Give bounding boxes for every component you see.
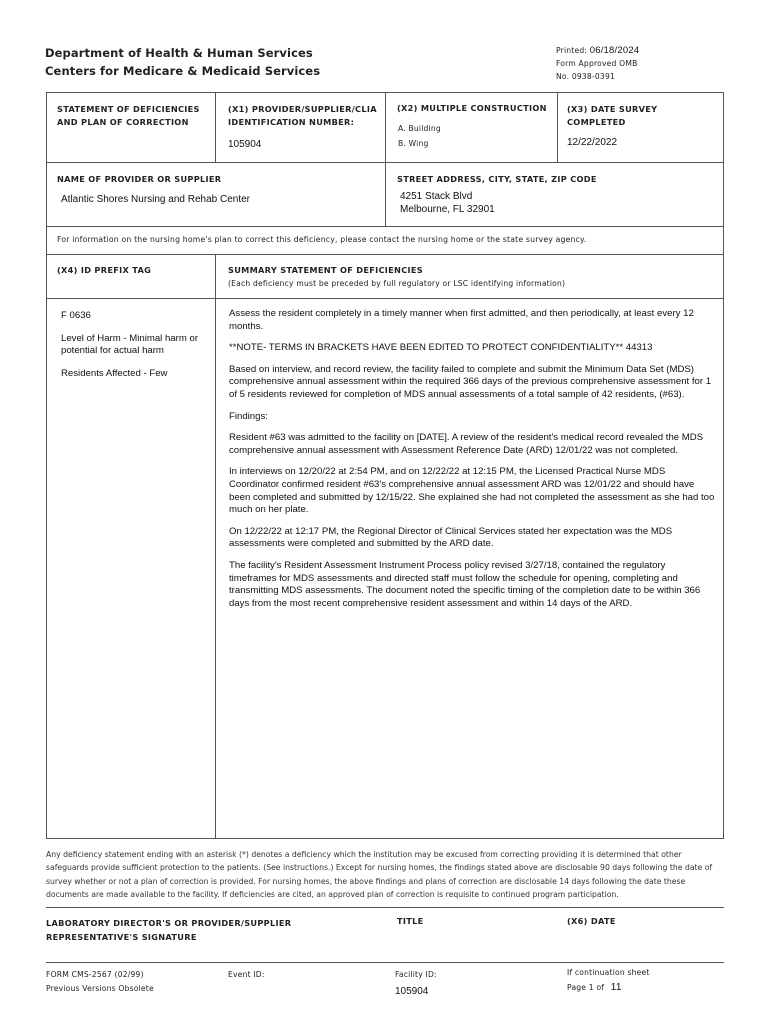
- address-line2: Melbourne, FL 32901: [400, 204, 495, 215]
- address-line1: 4251 Stack Blvd: [400, 191, 473, 202]
- provider-label: NAME OF PROVIDER OR SUPPLIER: [57, 174, 222, 184]
- printed-date: 06/18/2024: [589, 45, 640, 56]
- frame-bottom: [46, 838, 724, 839]
- form-approved: Form Approved OMB: [556, 59, 638, 68]
- frame-right: [723, 92, 724, 838]
- x1-value: 105904: [228, 139, 262, 150]
- event-id-label: Event ID:: [228, 970, 265, 979]
- x3-label: (X3) DATE SURVEY COMPLETED: [567, 104, 658, 127]
- printed-line: [556, 45, 639, 56]
- statement-paragraph: **NOTE- TERMS IN BRACKETS HAVE BEEN EDITED TO PROTECT CONFIDENTIALITY** 44313: [229, 342, 653, 354]
- signature-bottom: [46, 962, 724, 963]
- previous-versions: Previous Versions Obsolete: [46, 984, 154, 993]
- page-label: Page 1 of: [567, 983, 605, 992]
- page-total: 11: [610, 982, 622, 993]
- frame-left: [46, 92, 47, 838]
- statement-paragraph: On 12/22/22 at 12:17 PM, the Regional Director of Clinical Services stated her expectation was the MDS assessments were completed and submitted by the ARD date.: [229, 525, 673, 550]
- provider-name: Atlantic Shores Nursing and Rehab Center: [61, 194, 250, 205]
- disclosure-footnote: Any deficiency statement ending with an asterisk (*) denotes a deficiency which the institution may be excused from correcting providing it is determined that other safeguards provide sufficient protection to the patients. (See instructions.) Except for nursing homes, the findings stated above are disclosable 90 days following the date of survey whether or not a plan of correction is provided. For nursing homes, the above findings and plans of correction are disclosable 14 days following the date these documents are made available to the facility. If deficiencies are cited, an approved plan of correction is requisite to continued program participation.: [46, 850, 713, 899]
- deficiency-tag: F 0636: [61, 310, 91, 321]
- signature-top: [46, 907, 724, 908]
- x2-label: (X2) MULTIPLE CONSTRUCTION: [397, 103, 547, 113]
- residents-affected: Residents Affected - Few: [61, 367, 168, 379]
- centers-name: Centers for Medicare & Medicaid Services: [45, 64, 321, 78]
- printed-label: Printed:: [556, 46, 588, 55]
- info-bottom: [46, 254, 724, 255]
- page-indicator: [567, 982, 622, 993]
- facility-id-label: Facility ID:: [395, 970, 437, 979]
- x3-value: 12/22/2022: [567, 137, 618, 148]
- deficiency-statement: [229, 308, 715, 619]
- level-of-harm: Level of Harm - Minimal harm or potential for actual harm: [61, 332, 199, 357]
- row2-bottom: [46, 226, 724, 227]
- row3-div: [215, 254, 216, 838]
- form-number: FORM CMS-2567 (02/99): [46, 970, 144, 979]
- statement-paragraph: Assess the resident completely in a timely manner when first admitted, and then periodically, at least every 12 months.: [229, 308, 694, 332]
- statement-paragraph: In interviews on 12/20/22 at 2:54 PM, and on 12/22/22 at 12:15 PM, the Licensed Practical Nurse MDS Coordinator confirmed resident #63's comprehensive annual assessment ARD was 12/01/22 and should have been completed and submitted by 12/15/22. She explained she had not completed the assessment as she had too much on her plate.: [229, 466, 715, 516]
- continuation-sheet: If continuation sheet: [567, 968, 650, 977]
- statement-paragraph: Findings:: [229, 410, 268, 422]
- summary-sub: (Each deficiency must be preceded by full regulatory or LSC identifying information): [228, 279, 566, 288]
- deficiency-tag-column: [61, 310, 211, 389]
- statement-label: STATEMENT OF DEFICIENCIES AND PLAN OF CORRECTION: [57, 104, 200, 127]
- row1-div-2: [385, 92, 386, 162]
- row1-div-3: [557, 92, 558, 162]
- row2-div: [385, 162, 386, 226]
- row1-div-1: [215, 92, 216, 162]
- title-label: TITLE: [397, 916, 424, 926]
- x4-label: (X4) ID PREFIX TAG: [57, 265, 152, 275]
- address-label: STREET ADDRESS, CITY, STATE, ZIP CODE: [397, 174, 597, 184]
- x2-building: A. Building: [398, 124, 441, 133]
- omb-number: No. 0938-0391: [556, 72, 616, 81]
- x2-wing: B. Wing: [398, 139, 429, 148]
- facility-id-value: 105904: [395, 986, 429, 997]
- summary-label: SUMMARY STATEMENT OF DEFICIENCIES: [228, 265, 423, 275]
- statement-paragraph: Resident #63 was admitted to the facility on [DATE]. A review of the resident's medical record revealed the MDS comprehensive annual assessment with Assessment Reference Date (ARD) 12/01/22 was not completed.: [229, 432, 704, 456]
- statement-paragraph: Based on interview, and record review, the facility failed to complete and submit the Minimum Data Set (MDS) comprehensive annual assessment within the required 366 days of the previous comprehensive assessment for 1 of 5 residents reviewed for completion of MDS annual assessments of a total sample of 42 residents, (#63).: [229, 363, 712, 400]
- date-label: (X6) DATE: [567, 916, 616, 926]
- info-line: For information on the nursing home's plan to correct this deficiency, please contact the nursing home or the state survey agency.: [57, 235, 587, 244]
- row3-bottom: [46, 298, 724, 299]
- department-name: Department of Health & Human Services: [45, 46, 313, 60]
- x1-label: (X1) PROVIDER/SUPPLIER/CLIA IDENTIFICATION NUMBER:: [228, 104, 377, 127]
- director-signature-label: LABORATORY DIRECTOR'S OR PROVIDER/SUPPLIER REPRESENTATIVE'S SIGNATURE: [46, 918, 292, 942]
- statement-paragraph: The facility's Resident Assessment Instrument Process policy revised 3/27/18, contained the regulatory timeframes for MDS assessments and directed staff must follow the schedule for opening, completing and transmitting MDS assessments. The document noted the specific timing of the completion date to be within 366 days from the most recent comprehensive resident assessment and within 14 days of the ARD.: [229, 559, 701, 609]
